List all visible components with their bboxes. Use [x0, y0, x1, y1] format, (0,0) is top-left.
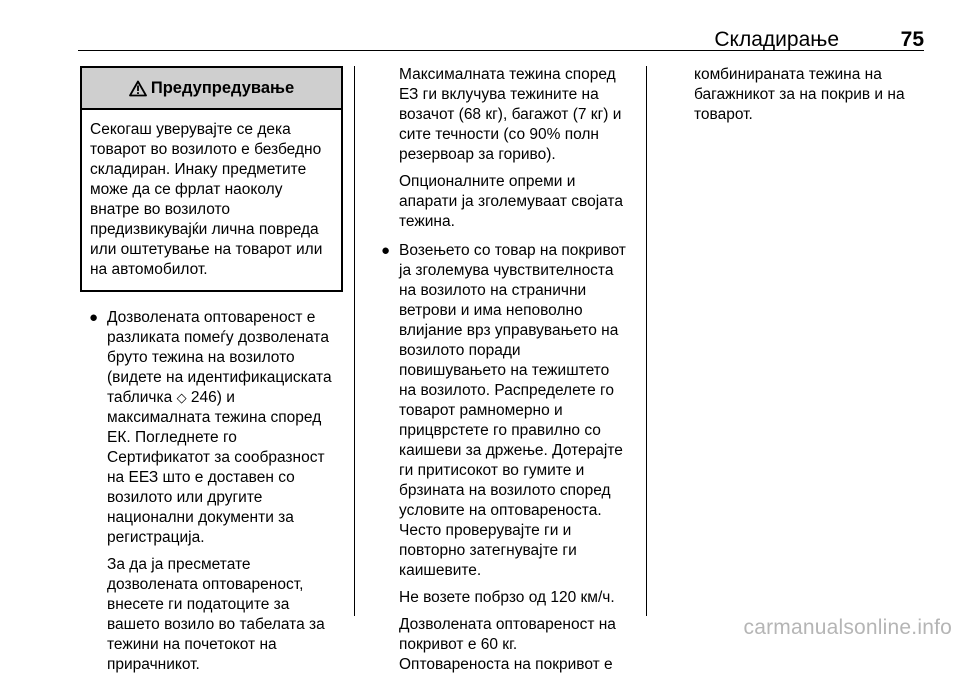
text-line: ЕЗ ги вклучува тежините на: [399, 86, 599, 103]
text-line: каишевите.: [399, 562, 482, 579]
paragraph-optional-equipment: [399, 172, 638, 232]
text-line: Оптовареноста на покривот е: [399, 656, 613, 673]
bullet-item-roof-load: [372, 241, 638, 675]
warning-line: внатре во возилото: [90, 201, 231, 218]
warning-heading-text: Предупредување: [150, 79, 295, 97]
warning-line: товарот во возилото е безбедно: [90, 141, 322, 158]
text-line: возилото поради: [399, 342, 521, 359]
text-line: возилото или другите: [107, 489, 263, 506]
reference-suffix: 246) и: [186, 389, 235, 406]
warning-heading: [82, 68, 341, 110]
text-line: дозволената оптовареност,: [107, 576, 304, 593]
text-line: резервоар за гориво).: [399, 146, 556, 163]
text-line: регистрација.: [107, 529, 205, 546]
bullet-dot-icon: ●: [89, 309, 99, 326]
text-line: возачот (68 кг), багажот (7 кг) и: [399, 106, 622, 123]
column-divider-1: [354, 66, 355, 616]
watermark: carmanualsonline.info: [743, 616, 952, 639]
page-number: 75: [900, 28, 924, 51]
text-line: (видете на идентификациската: [107, 369, 332, 386]
text-line: вашето возило во табелата за: [107, 616, 325, 633]
warning-body: [82, 110, 341, 290]
warning-line: на автомобилот.: [90, 261, 208, 278]
text-line: влијание врз управувањето на: [399, 322, 619, 339]
paragraph-roof-load-limit: [399, 615, 638, 675]
column-3: [667, 65, 937, 125]
column-2: [372, 65, 638, 675]
paragraph-calculation: [107, 555, 343, 675]
text-line: товарот рамномерно и: [399, 402, 563, 419]
warning-line: или оштетување на товарот или: [90, 241, 323, 258]
warning-line: Секогаш уверувајте се дека: [90, 121, 291, 138]
text-line: ги притисокот во гумите и: [399, 462, 585, 479]
text-line: максималната тежина според: [107, 409, 322, 426]
text-line: Често проверувајте ги и: [399, 522, 572, 539]
text-line: прицврстете го правилно со: [399, 422, 601, 439]
text-line: внесете ги податоците за: [107, 596, 290, 613]
text-line: на ЕЕЗ што е доставен со: [107, 469, 295, 486]
text-line: Максималната тежина според: [399, 66, 616, 83]
text-line-with-reference: [107, 388, 343, 408]
text-line: Дозволената оптовареност на: [399, 616, 616, 633]
text-line: бруто тежина на возилото: [107, 349, 295, 366]
text-line: багажникот за на покрив и на: [694, 86, 905, 103]
text-line: ЕК. Погледнете го: [107, 429, 237, 446]
text-line: Дозволената оптовареност е: [107, 309, 316, 326]
text-line: Сертификатот за сообразност: [107, 449, 325, 466]
warning-triangle-icon: [129, 80, 147, 97]
section-title: Складирање: [714, 28, 839, 51]
text-line: разликата помеѓу дозволената: [107, 329, 329, 346]
text-line: прирачникот.: [107, 656, 200, 673]
text-line: Возењето со товар на покривот: [399, 242, 626, 259]
text-line: покривот е 60 кг.: [399, 636, 518, 653]
text-line: комбинираната тежина на: [694, 66, 882, 83]
warning-box: [80, 66, 343, 292]
paragraph-roof-load-continued: [667, 65, 937, 125]
text-line: тежини на почетокот на: [107, 636, 277, 653]
text-line: Опционалните опреми и: [399, 173, 576, 190]
text-line: брзината на возилото според: [399, 482, 611, 499]
speed-limit-text: Не возете побрзо од 120 км/ч.: [399, 589, 615, 606]
paragraph-max-weight: [372, 65, 638, 232]
reference-prefix: табличка: [107, 389, 177, 406]
text-line: национални документи за: [107, 509, 294, 526]
text-line: на возилото. Распределете го: [399, 382, 614, 399]
text-line: За да ја пресметате: [107, 556, 251, 573]
text-line: каишеви за држење. Дотерајте: [399, 442, 623, 459]
text-line: повторно затегнувајте ги: [399, 542, 577, 559]
text-line: ја зголемува чувствителноста: [399, 262, 614, 279]
warning-line: предизвикувајќи лична повреда: [90, 221, 319, 238]
text-line: товарот.: [694, 106, 753, 123]
bullet-dot-icon: ●: [381, 242, 391, 259]
warning-line: складиран. Инаку предметите: [90, 161, 307, 178]
column-divider-2: [646, 66, 647, 616]
bullet-item-permitted-load: [80, 308, 343, 675]
text-line: на возилото на странични: [399, 282, 587, 299]
warning-line: може да се фрлат наоколу: [90, 181, 283, 198]
column-1: [80, 65, 343, 675]
text-line: повишувањето на тежиштето: [399, 362, 610, 379]
text-line: тежина.: [399, 213, 455, 230]
text-line: ветрови и има неповолно: [399, 302, 583, 319]
text-line: апарати ја зголемуваат својата: [399, 193, 623, 210]
text-line: условите на оптовареноста.: [399, 502, 602, 519]
header-rule: [78, 50, 924, 51]
text-line: сите течности (со 90% полн: [399, 126, 599, 143]
page-reference-icon[interactable]: ◇: [176, 390, 187, 405]
